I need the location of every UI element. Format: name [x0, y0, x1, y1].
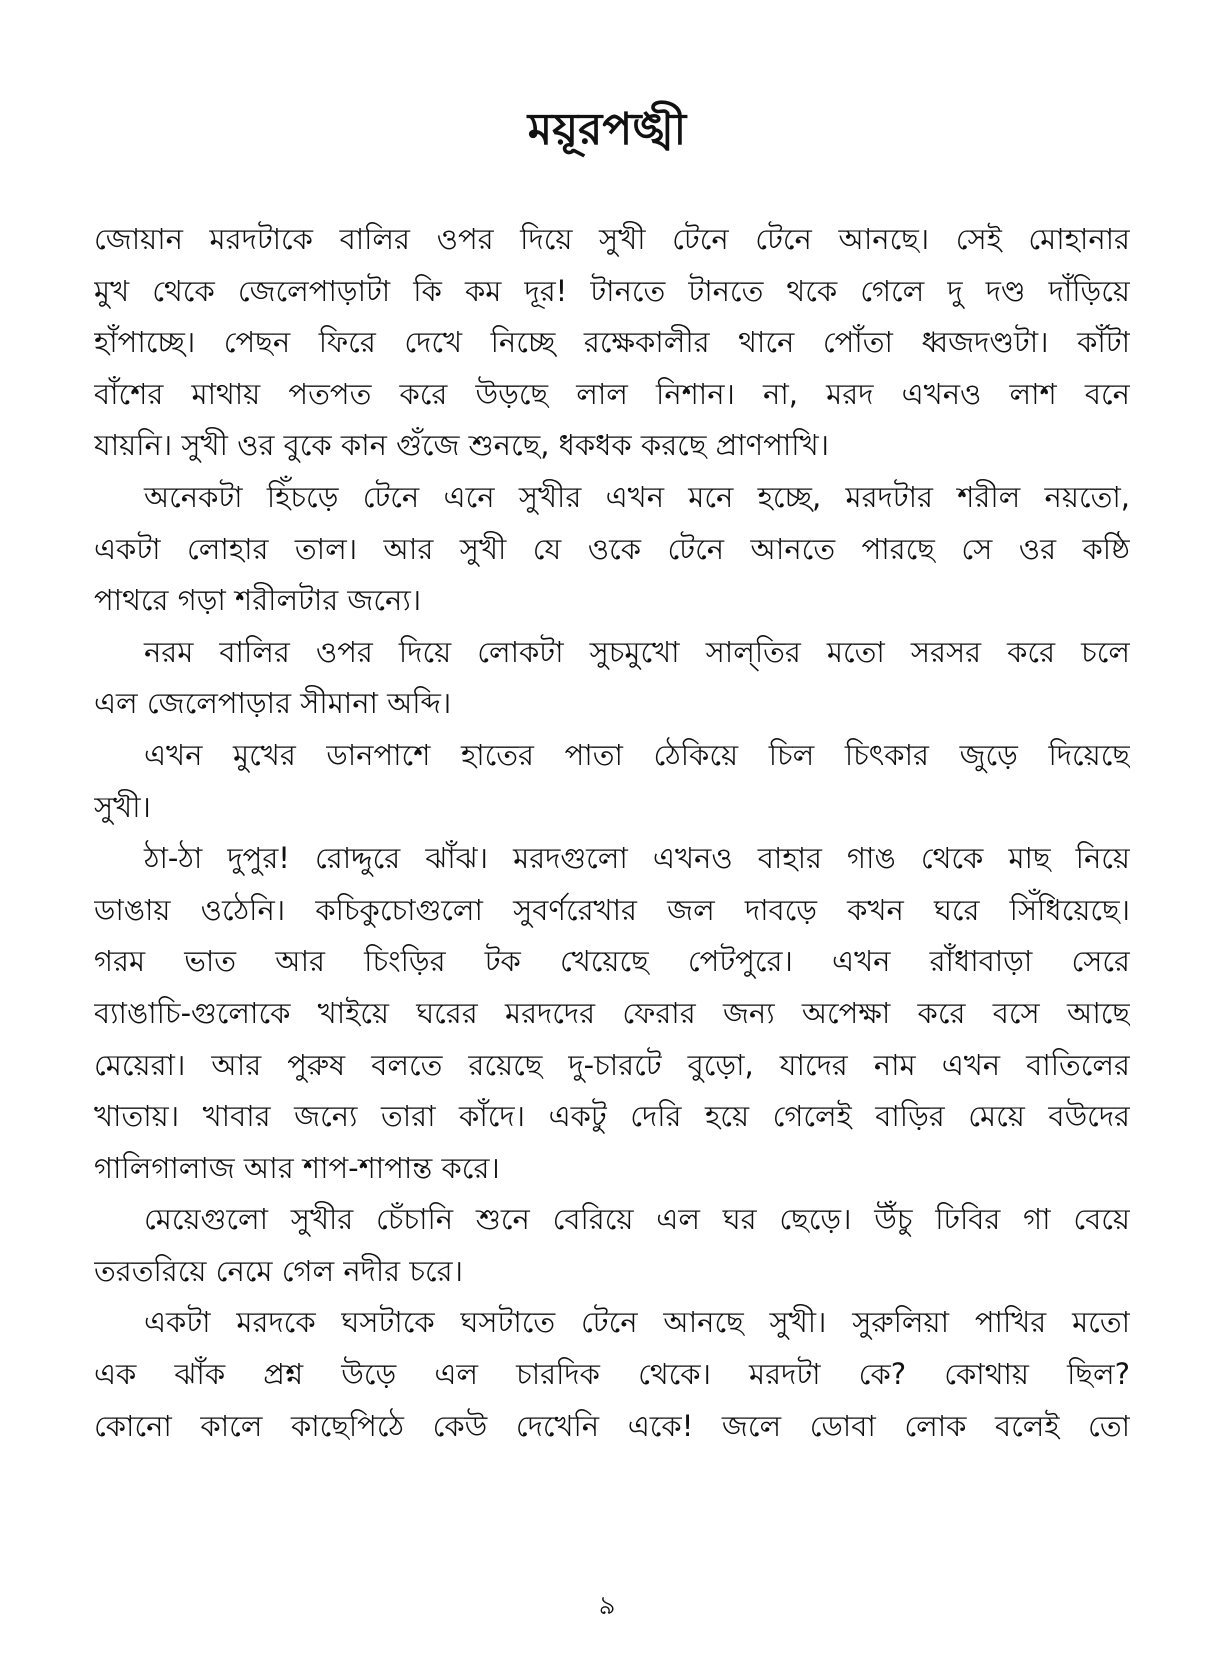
text-line: যায়নি। সুখী ওর বুকে কান গুঁজে শুনছে, ধকধক করছে প্রাণপাখি। — [94, 428, 830, 463]
page-title: ময়ূরপঙ্খী — [527, 104, 687, 155]
text-line: খাতায়। খাবার জন্যে তারা কাঁদে। একটু দেরি হয়ে গেলেই বাড়ির মেয়ে বউদের — [94, 1099, 1130, 1134]
text-line: জোয়ান মরদটাকে বালির ওপর দিয়ে সুখী টেনে টেনে আনছে। সেই মোহানার — [94, 222, 1130, 256]
paragraph — [94, 214, 1130, 472]
paragraph — [94, 833, 1130, 1194]
text-line: ব্যাঙাচি-গুলোকে খাইয়ে ঘরের মরদদের ফেরার জন্য অপেক্ষা করে বসে আছে — [94, 995, 1130, 1030]
paragraph — [94, 472, 1130, 627]
text-line: অনেকটা হিঁচড়ে টেনে এনে সুখীর এখন মনে হচ্ছে, মরদটার শরীল নয়তো, — [144, 479, 1130, 514]
text-line: ঠা-ঠা দুপুর! রোদ্দুরে ঝাঁঝ। মরদগুলো এখনও বাহার গাঙ থেকে মাছ নিয়ে — [144, 841, 1130, 876]
text-line: মেয়েগুলো সুখীর চেঁচানি শুনে বেরিয়ে এল ঘর ছেড়ে। উঁচু ঢিবির গা বেয়ে — [144, 1202, 1130, 1237]
page-number: ৯ — [598, 1591, 616, 1621]
text-line: কোনো কালে কাছেপিঠে কেউ দেখেনি একে! জলে ডোবা লোক বলেই তো — [94, 1408, 1130, 1443]
text-line: একটা মরদকে ঘসটাকে ঘসটাতে টেনে আনছে সুখী। সুরুলিয়া পাখির মতো — [144, 1305, 1130, 1340]
text-line: তরতরিয়ে নেমে গেল নদীর চরে। — [94, 1253, 463, 1288]
text-line: গরম ভাত আর চিংড়ির টক খেয়েছে পেটপুরে। এখন রাঁধাবাড়া সেরে — [94, 944, 1130, 979]
text-line: মেয়েরা। আর পুরুষ বলতে রয়েছে দু-চারটে বুড়ো, যাদের নাম এখন বাতিলের — [94, 1047, 1130, 1082]
paragraph — [94, 627, 1130, 730]
text-line: ডাঙায় ওঠেনি। কচিকুচোগুলো সুবর্ণরেখার জল দাবড়ে কখন ঘরে সিঁধিয়েছে। — [94, 892, 1130, 927]
text-line: মুখ থেকে জেলেপাড়াটা কি কম দূর! টানতে টানতে থকে গেলে দু দণ্ড দাঁড়িয়ে — [94, 273, 1130, 308]
body-text — [94, 214, 1130, 1452]
text-line: এক ঝাঁক প্রশ্ন উড়ে এল চারদিক থেকে। মরদটা কে? কোথায় ছিল? — [94, 1357, 1130, 1392]
paragraph — [94, 1297, 1130, 1452]
text-line: একটা লোহার তাল। আর সুখী যে ওকে টেনে আনতে পারছে সে ওর কষ্ঠি — [94, 531, 1130, 566]
paragraph — [94, 1194, 1130, 1297]
text-line: এখন মুখের ডানপাশে হাতের পাতা ঠেকিয়ে চিল চিৎকার জুড়ে দিয়েছে — [144, 737, 1130, 772]
text-line: নরম বালির ওপর দিয়ে লোকটা সুচমুখো সাল্‌তির মতো সরসর করে চলে — [144, 634, 1130, 669]
text-line: হাঁপাচ্ছে। পেছন ফিরে দেখে নিচ্ছে রক্ষেকালীর থানে পোঁতা ধ্বজদণ্ডটা। কাঁটা — [94, 325, 1130, 360]
text-line: গালিগালাজ আর শাপ-শাপান্ত করে। — [94, 1150, 500, 1185]
text-line: সুখী। — [94, 789, 151, 824]
text-line: এল জেলেপাড়ার সীমানা অব্দি। — [94, 686, 452, 721]
text-line: পাথরে গড়া শরীলটার জন্যে। — [94, 583, 422, 618]
paragraph — [94, 730, 1130, 833]
text-line: বাঁশের মাথায় পতপত করে উড়ছে লাল নিশান। না, মরদ এখনও লাশ বনে — [94, 376, 1130, 411]
